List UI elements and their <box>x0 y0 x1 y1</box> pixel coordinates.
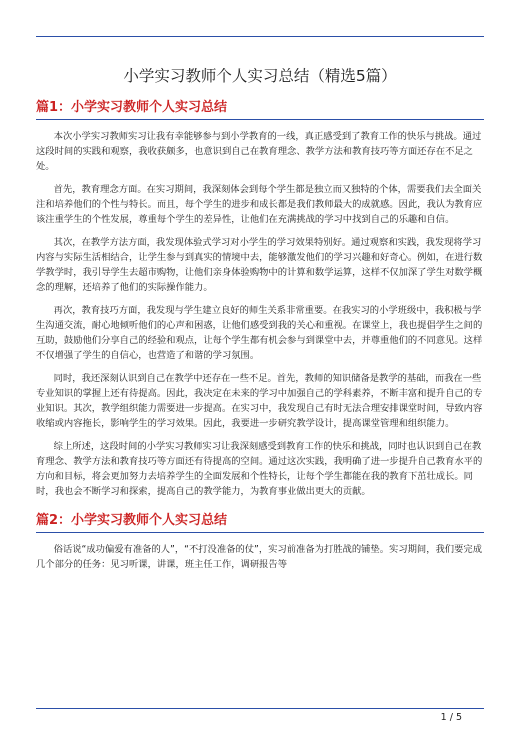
section-1-paragraph: 其次，在教学方法方面，我发现体验式学习对小学生的学习效果特别好。通过观察和实践，我发现将学习内容与实际生活相结合，让学生参与到真实的情境中去，能够激发他们的学习兴趣和好奇心。例如，在进行数学教学时，我引导学生去超市购物，让他们亲身体验购物中的计算和数学运算，这样不仅加深了学生对数学概念的理解，还培养了他们的实际操作能力。 <box>36 237 483 293</box>
section-1-heading: 篇1：小学实习教师个人实习总结 <box>36 96 484 120</box>
document-title: 小学实习教师个人实习总结（精选5篇） <box>123 67 397 85</box>
section-2-heading: 篇2：小学实习教师个人实习总结 <box>36 509 484 533</box>
section-1-paragraph: 综上所述，这段时间的小学实习教师实习让我深刻感受到教育工作的快乐和挑战，同时也认识到自己在教育理念、教学方法和教育技巧等方面还有待提高的空间。通过这次实践，我明确了进一步提升自己教育水平的方向和目标，将会更加努力去培养学生的全面发展和个性特长，让每个学生都能在我的教育下茁壮成长。同时，我也会不断学习和探索，提高自己的教学能力，为教育事业做出更大的贡献。 <box>36 441 483 497</box>
section-1-paragraph: 再次，教育技巧方面，我发现与学生建立良好的师生关系非常重要。在我实习的小学班级中，我积极与学生沟通交流，耐心地倾听他们的心声和困惑，让他们感受到我的关心和重视。在课堂上，我也提倡学生之间的互助，鼓励他们分享自己的经验和观点，让每个学生都有机会参与到课堂中去，并尊重他们的不同意见。这样不仅增强了学生的自信心，也营造了和谐的学习氛围。 <box>36 305 483 361</box>
section-1-paragraph: 首先，教育理念方面。在实习期间，我深刻体会到每个学生都是独立而又独特的个体，需要我们去全面关注和培养他们的个性与特长。而且，每个学生的进步和成长都是我们教师最大的成就感。因此，我认为教育应该注重学生的个性发展，尊重每个学生的差异性，让他们在充满挑战的学习中找到自己的乐趣和自信。 <box>36 184 483 225</box>
section-1-paragraph: 本次小学实习教师实习让我有幸能够参与到小学教育的一线，真正感受到了教育工作的快乐与挑战。通过这段时间的实践和观察，我收获颇多，也意识到自己在教育理念、教学方法和教育技巧等方面还存在不足之处。 <box>36 131 482 172</box>
header-rule <box>36 36 484 37</box>
footer-rule <box>36 708 484 709</box>
page-indicator: 1 / 5 <box>440 712 462 723</box>
document-body <box>36 96 484 580</box>
section-2-paragraph: 俗话说“成功偏爱有准备的人”，“不打没准备的仗”，实习前准备为打胜战的铺垫。实习期间，我们要完成几个部分的任务：见习听课，讲课，班主任工作，调研报告等 <box>36 544 482 570</box>
section-1-paragraph: 同时，我还深刻认识到自己在教学中还存在一些不足。首先，教师的知识储备是教学的基础，而我在一些专业知识的掌握上还有待提高。因此，我决定在未来的学习中加强自己的学科素养，不断丰富和提升自己的专业知识。其次，教学组织能力需要进一步提高。在实习中，我发现自己有时无法合理安排课堂时间，导致内容收缩或内容拖长，影响学生的学习效果。因此，我要进一步研究教学设计，提高课堂管理和组织能力。 <box>36 373 483 429</box>
